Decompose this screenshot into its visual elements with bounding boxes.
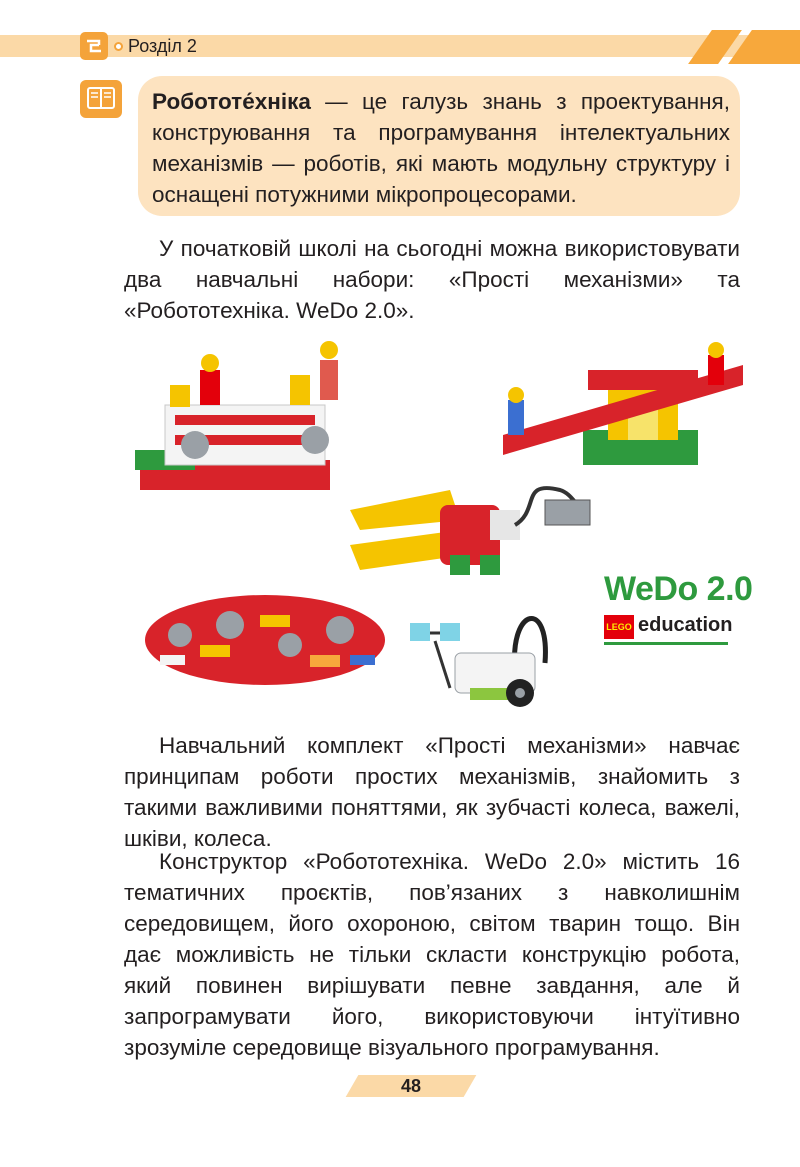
crocodile-model-image <box>340 470 600 590</box>
simple-machines-model-image <box>135 335 345 500</box>
intro-paragraph: У початковій школі на сьогодні можна використовувати два навчальні набори: «Прості механізми» та «Робототехніка. WeDo 2.0». <box>124 236 740 323</box>
logo-underline <box>604 642 728 645</box>
section-icon <box>80 32 108 60</box>
book-icon <box>80 80 122 118</box>
definition-text <box>152 86 730 210</box>
wedo-robot-image <box>400 598 565 708</box>
loose-bricks-image <box>140 585 390 695</box>
header-dot <box>114 42 123 51</box>
lego-logo <box>604 615 634 639</box>
definition-term: Робототе́хніка <box>152 89 311 114</box>
lego-logo-text: LEGO <box>606 622 632 632</box>
definition-body: — це галузь знань з проектування, конструювання та програмування інтелектуальних механізмів — роботів, які мають модульну структуру і оснащені потужними мікропроцесорами. <box>152 89 730 207</box>
section-label: Розділ 2 <box>128 36 197 56</box>
education-label: education <box>638 614 733 636</box>
seesaw-model-image <box>498 340 748 480</box>
page-number: 48 <box>400 1076 422 1096</box>
wedo-logo-title: WeDo 2.0 <box>604 570 753 608</box>
wedo-paragraph: Конструктор «Робототехніка. WeDo 2.0» містить 16 тематичних проєктів, пов’язаних з навколишнім середовищем, його охороною, світом тварин тощо. Він дає можливість не тільки скласти конструкцію робота, який повинен вирішувати певне завдання, але й запрограмувати його, використовуючи інтуїтивно зрозуміле середовище візуального програмування. <box>124 849 740 1060</box>
simple-machines-paragraph: Навчальний комплект «Прості механізми» навчає принципам роботи простих механізмів, знайомить з такими важливими поняттями, як зубчасті колеса, важелі, шківи, колеса. <box>124 733 740 851</box>
